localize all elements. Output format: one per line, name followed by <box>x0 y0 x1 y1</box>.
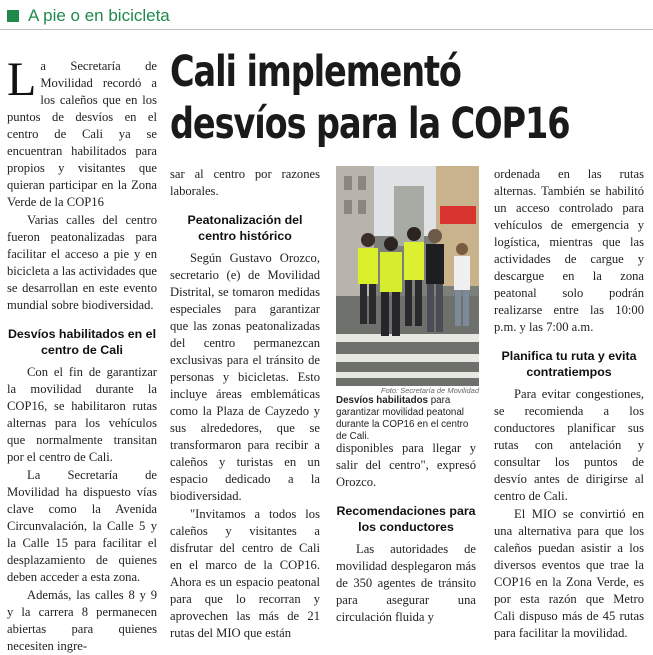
column-1-paragraph-4: La Secretaría de Movilidad ha dispuesto vías clave como la Avenida Circunvalación, la Calle 5 y la Calle 15 para facilitar el desplazamiento de quienes deben acceder a esta zona. <box>7 468 157 584</box>
photo-caption <box>336 395 479 443</box>
section-title: A pie o en bicicleta <box>28 6 170 25</box>
headline <box>170 46 570 150</box>
headline-line-2: desvíos para la COP16 <box>170 99 570 149</box>
column-2-paragraph-2: Según Gustavo Orozco, secretario (e) de Movilidad Distrital, se tomaron medidas especiales para garantizar que las zonas peatonalizadas del centro permanezcan exclusivas para el tránsito de personas y bicicletas. Esto incluye áreas emblemáticas como la Plaza de Cayzedo y sus alrededores, que se transformaron para recibir a caleños y turistas en un espacio dedicado a la biodiversidad. <box>170 251 320 503</box>
column-1-paragraph-5: Además, las calles 8 y 9 y la carrera 8 permanecen abiertas para quienes necesiten ingre- <box>7 588 157 653</box>
column-1-paragraph-1: La Secretaría de Movilidad recordó a los caleños que en los puntos de desvíos en el centro de Cali ya se encuentran habilitados para propios y visitantes que quieran participar en la Zona Verde de la COP16 <box>7 53 157 209</box>
subhead-planifica: Planifica tu ruta y evita contratiempos <box>501 349 637 379</box>
subhead-desvios: Desvíos habilitados en el centro de Cali <box>7 327 157 357</box>
column-1-paragraph-3: Con el fin de garantizar la movilidad durante la COP16, se habilitaron rutas alternas para los vehículos que normalmente transitan por el centro de Cali. <box>7 365 157 464</box>
column-1-paragraph-2: Varias calles del centro fueron peatonalizadas para facilitar el acceso a pie y en bicicleta a las actividades que se desarrollan en este evento mundial sobre biodiversidad. <box>7 213 157 312</box>
column-3 <box>336 440 476 626</box>
drop-cap: L <box>7 53 37 106</box>
headline-line-1: Cali implementó <box>170 47 461 97</box>
section-divider <box>0 29 653 30</box>
photo-caption-text: para garantizar movilidad peatonal durante la COP16 en el centro de Cali. <box>336 395 469 442</box>
column-1 <box>7 53 157 655</box>
column-4-paragraph-1: ordenada en las rutas alternas. También se habilitó un acceso controlado para vehículos de emergencia y logística, mientras que las actividades de cargue y descargue en la zona peatonal solo podrán realizarse entre las 10:00 p.m. y las 7:00 a.m. <box>494 167 644 334</box>
column-4-paragraph-2: Para evitar congestiones, se recomienda a los conductores planificar sus rutas con antelación y consultar los puntos de desvío antes de dirigirse al centro de Cali. <box>494 387 644 503</box>
column-3-paragraph-2: Las autoridades de movilidad desplegaron más de 350 agentes de tránsito para asegurar una circulación fluida y <box>336 542 476 624</box>
section-header <box>7 6 170 26</box>
street-scene-image <box>336 166 479 386</box>
column-3-paragraph-1: disponibles para llegar y salir del centro", expresó Orozco. <box>336 441 476 489</box>
subhead-recomendaciones: Recomendaciones para los conductores <box>336 504 476 534</box>
column-2-paragraph-3: "Invitamos a todos los caleños y visitantes a disfrutar del centro de Cali en el marco de la COP16. Ahora es un espacio peatonal para que lo recorran y aprovechen las más de 21 rutas del MIO que están <box>170 507 320 640</box>
column-4-paragraph-3: El MIO se convirtió en una alternativa para que los caleños puedan asistir a los diversos eventos que trae la COP16 en la Zona Verde, es por esta razón que Metro Cali dispuso más de 45 rutas para facilitar la movilidad. <box>494 507 644 640</box>
photo-caption-bold: Desvíos habilitados <box>336 395 429 406</box>
photo-credit: Foto: Secretaría de Movilidad <box>381 386 479 395</box>
section-square-icon <box>7 10 19 22</box>
subhead-peatonalizacion: Peatonalización del centro histórico <box>187 213 303 243</box>
column-2 <box>170 166 320 642</box>
column-2-paragraph-1: sar al centro por razones laborales. <box>170 167 320 198</box>
news-photo <box>336 166 479 386</box>
column-4 <box>494 166 644 642</box>
